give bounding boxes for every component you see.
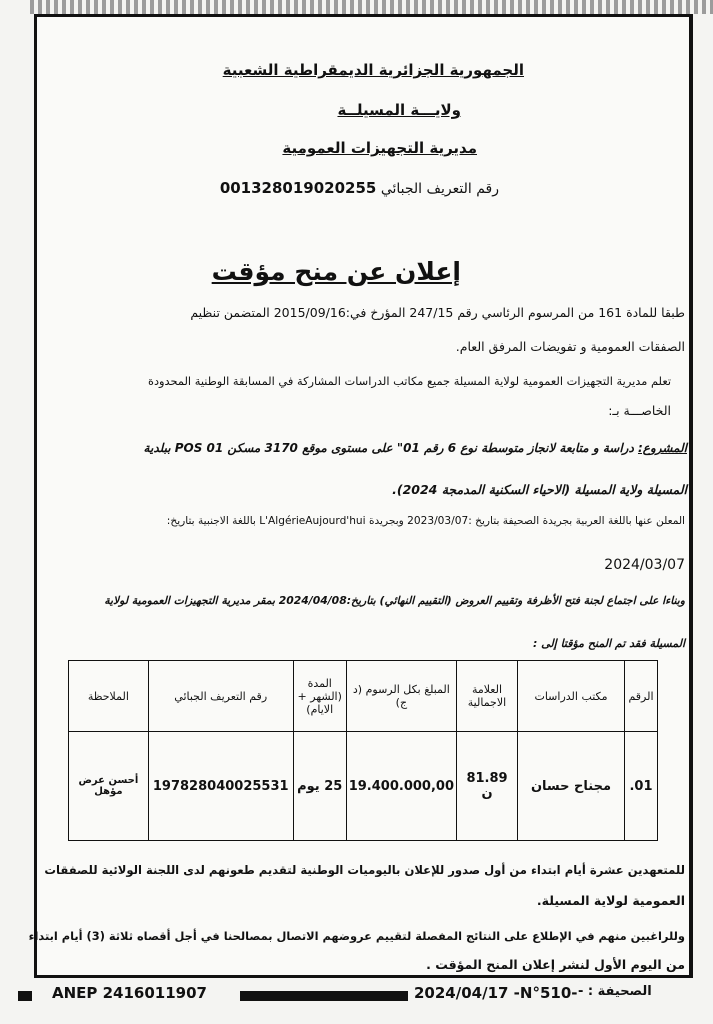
anep-reference: ANEP 2416011907 — [52, 984, 207, 1002]
footer-bar-middle — [240, 991, 408, 1001]
tax-id-label: رقم التعريف الجبائي — [380, 181, 499, 197]
publication-line-2: 2024/03/07 — [604, 557, 685, 573]
appeal-line-1: للمتعهدين عشرة أيام ابتداء من أول صدور للإعلان باليوميات الوطنية لتقديم طعونهم لدى اللجنة الولائية للصفقات — [44, 863, 685, 877]
project-label: المشروع: — [637, 441, 687, 455]
cell-score: 81.89 ن — [457, 732, 518, 841]
cell-office: مجناح حسان — [518, 732, 625, 841]
project-line-2: المسيلة ولاية المسيلة (الاحياء السكنية المدمجة 2024). — [392, 482, 687, 497]
newspaper-name: الصحيفة : - — [578, 984, 652, 999]
results-line-2: من اليوم الأول لنشر إعلان المنح المؤقت . — [426, 957, 685, 972]
announcement-title: إعلان عن منح مؤقت — [211, 257, 461, 286]
col-score: العلامة الاجمالية — [457, 661, 518, 732]
cell-tax-id: 197828040025531 — [148, 732, 293, 841]
cell-remark: أحسن عرض مؤهل — [69, 732, 149, 841]
republic-heading: الجمهورية الجزائرية الديمقراطية الشعبية — [222, 61, 524, 79]
directorate-heading: مديرية التجهيزات العمومية — [282, 139, 477, 157]
table-row — [69, 732, 658, 841]
tax-id-value: 001328019020255 — [219, 179, 377, 197]
col-tax-id: رقم التعريف الجبائي — [148, 661, 293, 732]
appeal-line-2: العمومية لولاية المسيلة. — [536, 893, 685, 908]
evaluation-line-1: وبناءا على اجتماع لجنة فتح الأظرفة وتقييم العروض (التقييم النهائي) بتاريخ:2024/04/08 بمقر مديرية التجهيزات العمومية لولاية — [104, 594, 685, 607]
issue-date-number: 2024/04/17 -N°510- — [414, 984, 578, 1002]
project-line-1 — [144, 441, 687, 455]
footer-bar-left — [18, 991, 32, 1001]
award-table — [68, 660, 658, 841]
wilaya-heading: ولايـــة المسيلــة — [337, 101, 461, 119]
evaluation-line-2: المسيلة فقد تم المنح مؤقتا إلى : — [532, 637, 685, 650]
notice-line-2: الخاصـــة بـ: — [608, 403, 671, 418]
publication-line-1: المعلن عنها باللغة العربية بجريدة الصحيفة بتاريخ :2023/03/07 وبجريدة L'AlgérieAujourd'hui باللغة الاجنبية بتاريخ: — [166, 515, 685, 527]
scan-top-edge — [30, 0, 713, 14]
tax-id-line — [220, 179, 499, 197]
legal-basis-line-2: الصفقات العمومية و تفويضات المرفق العام. — [455, 339, 685, 354]
col-amount: المبلغ بكل الرسوم (د ج) — [346, 661, 456, 732]
results-line-1: وللراغبين منهم في الإطلاع على النتائج المفصلة لتقييم عروضهم الاتصال بمصالحنا في أجل أقصاه ثلاثة (3) أيام ابتداء — [28, 929, 685, 943]
project-description: دراسة و متابعة لانجاز متوسطة نوع 6 رقم 01" على مستوى موقع 3170 مسكن POS 01 ببلدية — [143, 441, 634, 455]
cell-number: 01. — [625, 732, 658, 841]
legal-basis-line-1: طبقا للمادة 161 من المرسوم الرئاسي رقم 247/15 المؤرخ في:2015/09/16 المتضمن تنظيم — [190, 305, 685, 320]
col-number: الرقم — [625, 661, 658, 732]
col-remark: الملاحظة — [69, 661, 149, 732]
cell-amount: 19.400.000,00 — [346, 732, 456, 841]
col-duration: المدة (الشهر + الايام) — [293, 661, 346, 732]
table-header-row — [69, 661, 658, 732]
col-office: مكتب الدراسات — [518, 661, 625, 732]
notice-line-1: تعلم مديرية التجهيزات العمومية لولاية المسيلة جميع مكاتب الدراسات المشاركة في المسابقة الوطنية المحدودة — [148, 374, 671, 388]
cell-duration: 25 يوم — [293, 732, 346, 841]
